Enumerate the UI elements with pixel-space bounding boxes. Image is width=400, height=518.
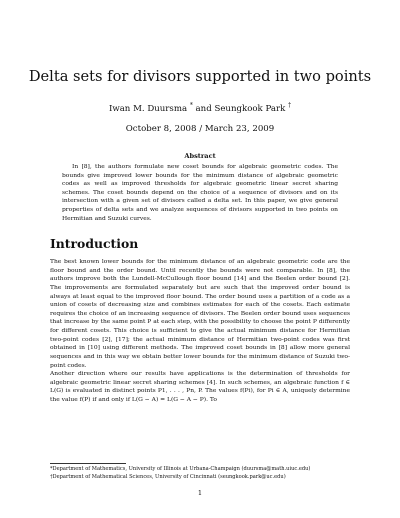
abstract-block [62,163,338,223]
author-footnote-mark: * [189,102,193,109]
author-separator: and [192,103,215,114]
footnotes [50,466,350,481]
author-name: Iwan M. Duursma [108,103,188,114]
body-paragraph: Another direction where our results have applications is the determination of thresholds for algebraic geometric linear secret sharing schemes [4]. In such schemes, an algebraic function f ∈ L(G) is evaluated in distinct points P1, . . . , Pn, P. The values f(Pi), for Pi ∈ A, uniquely determine the value f(P) if and only if L(G − A) = L(G − A − P). To [50,370,350,403]
author-footnote-mark: † [288,102,292,109]
section-heading: Introduction [50,236,139,251]
author-name: Seungkook Park [214,103,286,114]
abstract-heading: Abstract [184,152,216,160]
footnote: *Department of Mathematics, University of Illinois at Urbana-Champaign (duursma@math.uiuc.edu) [50,466,311,472]
body-text [50,258,350,405]
paper-date: October 8, 2008 / March 23, 2009 [125,124,275,134]
abstract-text: In [8], the authors formulate new coset bounds for algebraic geometric codes. The bounds give improved lower bounds for the minimum distance of algebraic geometric codes as well as improved thresholds for algebraic geometric linear secret sharing schemes. The coset bounds depend on the choice of a sequence of divisors and on its intersection with a given set of divisors called a delta set. In this paper, we give general properties of delta sets and we analyze sequences of divisors supported in two points on Hermitian and Suzuki curves. [62,163,338,222]
body-paragraph: The best known lower bounds for the minimum distance of an algebraic geometric code are the floor bound and the order bound. Until recently the bounds were not comparable. In [8], the authors improve both the Lundell-McCullough floor bound [14] and the Beelen order bound [2]. The improvements are formulated separately but are such that the improved order bound is always at least equal to the improved floor bound. The order bound uses a partition of a code as a union of cosets of decreasing size and combines estimates for each of the cosets. Each estimate requires the choice of an increasing sequence of divisors. The Beelen order bound uses sequences that increase by the same point P at each step, with the possibility to choose the point P differently for different cosets. This choice is sufficient to give the actual minimum distance for Hermitian two-point codes [2], [17]; the actual minimum distance of Hermitian two-point codes was first obtained in [10] using different methods. The improved coset bounds in [8] allow more general sequences and in this way we obtain better lower bounds for the minimum distance of Suzuki two-point codes. [50,258,350,369]
footnote: †Department of Mathematical Sciences, University of Cincinnati (seungkook.park@uc.edu) [50,473,286,480]
page-number: 1 [197,489,203,497]
footnote-rule [50,463,126,464]
paper-title: Delta sets for divisors supported in two points [28,68,372,85]
author-line [0,100,400,115]
